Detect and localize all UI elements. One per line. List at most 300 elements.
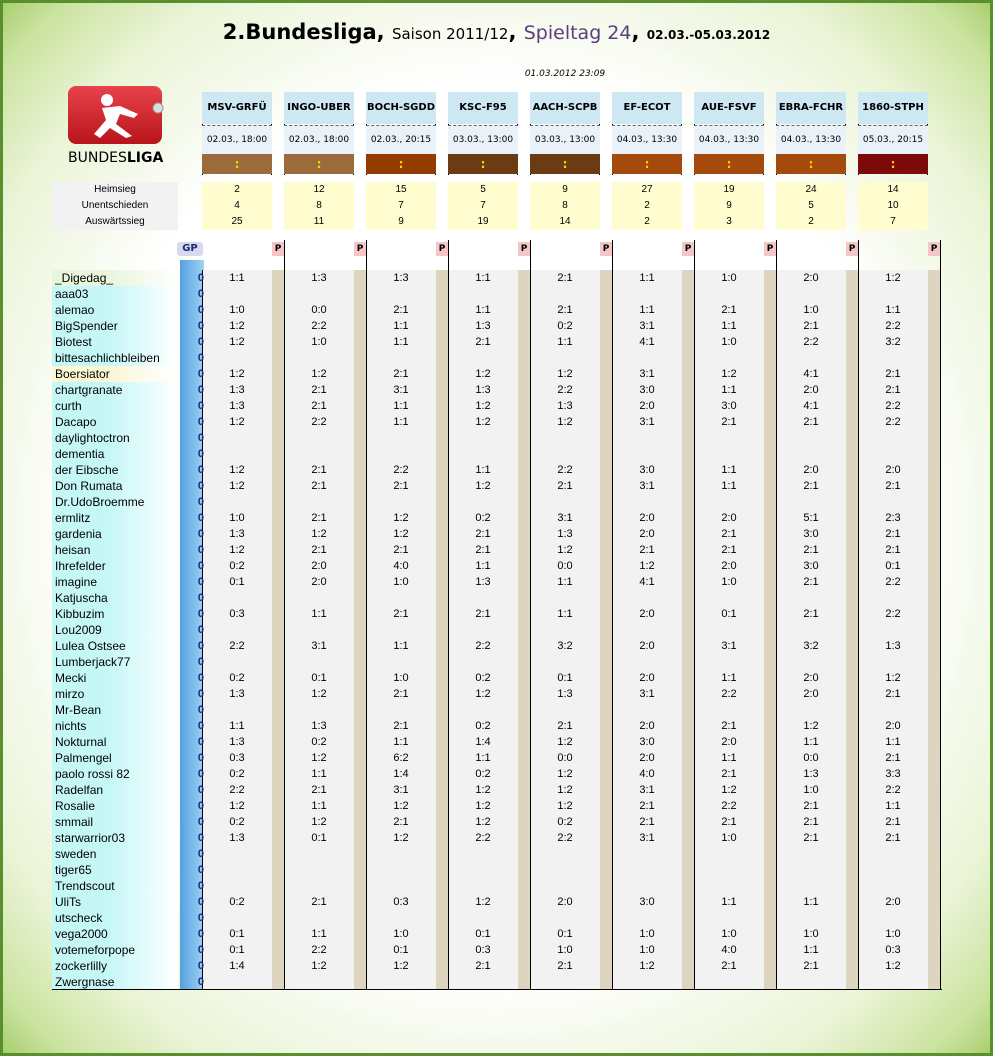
points-header: P xyxy=(846,242,858,256)
tip-cell: 2:0 xyxy=(885,464,901,476)
tip-cell: 1:1 xyxy=(721,464,737,476)
tip-cell: 1:2 xyxy=(229,320,245,332)
tip-cell xyxy=(858,910,928,926)
player-name: Radelfan xyxy=(52,782,178,798)
tip-cell xyxy=(694,702,764,718)
title-sep-3: , xyxy=(631,20,647,44)
tip-cell: 0:1 xyxy=(557,672,573,684)
tip-cell: 1:1 xyxy=(639,304,655,316)
game-header-3 xyxy=(448,92,518,175)
player-name: Lou2009 xyxy=(52,622,178,638)
tip-cell: 3:0 xyxy=(803,560,819,572)
stat-home: 24 xyxy=(776,182,846,198)
tip-cell: 2:1 xyxy=(803,320,819,332)
player-name: paolo rossi 82 xyxy=(52,766,178,782)
tip-cell xyxy=(448,878,518,894)
tip-cell: 2:1 xyxy=(885,816,901,828)
tip-cell: 1:2 xyxy=(557,800,573,812)
tip-cell: 1:2 xyxy=(803,720,819,732)
tip-cell: 3:1 xyxy=(393,384,409,396)
tip-cell xyxy=(202,590,272,606)
player-name: bittesachlichbleiben xyxy=(52,350,178,366)
tip-cell: 1:1 xyxy=(885,304,901,316)
tip-cell: 0:1 xyxy=(721,608,737,620)
tip-cell: 1:2 xyxy=(721,784,737,796)
stat-home: 14 xyxy=(858,182,928,198)
tip-cell: 1:2 xyxy=(557,736,573,748)
tip-cell xyxy=(448,286,518,302)
tip-cell xyxy=(366,654,436,670)
player-name: UliTs xyxy=(52,894,178,910)
player-name: Biotest xyxy=(52,334,178,350)
game-code[interactable]: AUE-FSVF xyxy=(694,92,764,124)
tip-cell: 2:2 xyxy=(803,336,819,348)
stat-home: 27 xyxy=(612,182,682,198)
tip-cell xyxy=(366,862,436,878)
tip-cell xyxy=(858,622,928,638)
game-result-bar: : xyxy=(694,154,764,174)
tip-cell: 1:2 xyxy=(311,816,327,828)
game-code[interactable]: AACH-SCPB xyxy=(530,92,600,124)
tip-cell: 2:1 xyxy=(721,544,737,556)
tip-cell: 1:1 xyxy=(393,736,409,748)
tip-cell: 1:1 xyxy=(803,896,819,908)
tip-cell xyxy=(284,350,354,366)
game-result-bar: : xyxy=(366,154,436,174)
tip-cell xyxy=(530,494,600,510)
tip-cell: 1:2 xyxy=(885,672,901,684)
player-name: Lulea Ostsee xyxy=(52,638,178,654)
tip-cell: 1:2 xyxy=(311,688,327,700)
tip-cell: 2:0 xyxy=(721,736,737,748)
game-code[interactable]: EBRA-FCHR xyxy=(776,92,846,124)
tip-cell: 0:0 xyxy=(557,560,573,572)
player-name: Rosalie xyxy=(52,798,178,814)
player-name: votemeforpope xyxy=(52,942,178,958)
player-name: dementia xyxy=(52,446,178,462)
tip-cell: 2:1 xyxy=(475,960,491,972)
tip-cell: 0:1 xyxy=(229,928,245,940)
tip-cell: 2:1 xyxy=(475,544,491,556)
tip-cell: 2:1 xyxy=(885,544,901,556)
player-name: mirzo xyxy=(52,686,178,702)
tip-cell xyxy=(284,878,354,894)
tip-cell: 2:0 xyxy=(557,896,573,908)
tip-cell: 1:0 xyxy=(393,928,409,940)
tip-cell xyxy=(448,846,518,862)
tip-cell: 0:3 xyxy=(885,944,901,956)
tip-cell: 1:2 xyxy=(393,528,409,540)
tip-cell: 2:1 xyxy=(311,896,327,908)
player-gp: 0 xyxy=(197,288,204,300)
game-date: 02.03., 18:00 xyxy=(202,125,272,154)
tip-cell xyxy=(694,446,764,462)
tip-cell: 2:0 xyxy=(639,752,655,764)
game-header-6 xyxy=(694,92,764,175)
player-name: heisan xyxy=(52,542,178,558)
tip-cell: 2:1 xyxy=(557,480,573,492)
tip-cell xyxy=(612,862,682,878)
tip-cell: 0:2 xyxy=(311,736,327,748)
game-header-4 xyxy=(530,92,600,175)
tip-cell xyxy=(694,862,764,878)
tip-cell: 2:2 xyxy=(229,640,245,652)
tip-cell: 0:1 xyxy=(311,832,327,844)
game-code[interactable]: EF-ECOT xyxy=(612,92,682,124)
player-gp: 0 xyxy=(197,496,204,508)
tip-cell xyxy=(776,878,846,894)
tip-cell: 2:0 xyxy=(639,512,655,524)
tip-cell: 2:1 xyxy=(721,768,737,780)
player-name: vega2000 xyxy=(52,926,178,942)
tip-cell xyxy=(776,654,846,670)
player-gp: 0 xyxy=(197,352,204,364)
tip-cell: 1:3 xyxy=(557,528,573,540)
tip-cell: 1:1 xyxy=(721,752,737,764)
tip-cell xyxy=(530,590,600,606)
tip-cell xyxy=(366,974,436,990)
player-gp: 0 xyxy=(197,704,204,716)
game-header-8 xyxy=(858,92,928,175)
tip-cell: 1:0 xyxy=(721,336,737,348)
tip-cell xyxy=(612,430,682,446)
tip-cell: 2:2 xyxy=(557,832,573,844)
tip-cell: 0:3 xyxy=(475,944,491,956)
tip-cell xyxy=(366,286,436,302)
tip-cell xyxy=(202,494,272,510)
tip-cell: 1:0 xyxy=(885,928,901,940)
player-gp: 0 xyxy=(197,512,204,524)
tip-cell: 2:1 xyxy=(475,336,491,348)
player-name: tiger65 xyxy=(52,862,178,878)
tip-cell: 2:1 xyxy=(475,528,491,540)
tip-cell xyxy=(694,910,764,926)
tip-cell xyxy=(694,622,764,638)
tip-cell: 2:1 xyxy=(311,544,327,556)
tip-cell xyxy=(202,910,272,926)
player-name: aaa03 xyxy=(52,286,178,302)
tip-cell: 0:1 xyxy=(475,928,491,940)
tip-cell: 3:3 xyxy=(885,768,901,780)
tip-cell: 1:4 xyxy=(475,736,491,748)
game-header-0 xyxy=(202,92,272,175)
game-header-1 xyxy=(284,92,354,175)
tip-cell xyxy=(694,286,764,302)
tip-cell xyxy=(694,974,764,990)
player-name: Lumberjack77 xyxy=(52,654,178,670)
tip-cell: 1:2 xyxy=(721,368,737,380)
tip-cell xyxy=(284,702,354,718)
tip-cell: 4:1 xyxy=(803,368,819,380)
tip-cell xyxy=(694,350,764,366)
game-code[interactable]: KSC-F95 xyxy=(448,92,518,124)
tip-cell xyxy=(284,862,354,878)
tip-cell: 2:1 xyxy=(311,400,327,412)
tip-cell xyxy=(202,862,272,878)
tip-cell xyxy=(366,350,436,366)
timestamp: 01.03.2012 23:09 xyxy=(524,69,606,79)
points-header: P xyxy=(354,242,366,256)
tip-cell: 2:2 xyxy=(885,320,901,332)
gp-header: GP xyxy=(177,242,203,256)
tip-cell: 0:2 xyxy=(229,560,245,572)
tip-cell xyxy=(776,430,846,446)
player-gp: 0 xyxy=(197,416,204,428)
player-gp: 0 xyxy=(197,384,204,396)
tip-cell: 2:0 xyxy=(721,560,737,572)
title-matchday: Spieltag 24 xyxy=(523,22,632,44)
tip-cell: 1:2 xyxy=(229,368,245,380)
tip-cell xyxy=(366,878,436,894)
tip-cell xyxy=(858,862,928,878)
tip-cell: 1:2 xyxy=(475,784,491,796)
game-date: 02.03., 20:15 xyxy=(366,125,436,154)
tip-cell: 2:2 xyxy=(885,416,901,428)
tip-cell xyxy=(612,446,682,462)
player-gp: 0 xyxy=(197,464,204,476)
tip-cell: 1:1 xyxy=(311,768,327,780)
points-header: P xyxy=(764,242,776,256)
player-name: sweden xyxy=(52,846,178,862)
tip-cell: 1:1 xyxy=(475,304,491,316)
tip-cell xyxy=(858,974,928,990)
stat-draw: 7 xyxy=(448,198,518,214)
stat-away: 3 xyxy=(694,214,764,230)
game-date: 04.03., 13:30 xyxy=(776,125,846,154)
tip-cell: 2:0 xyxy=(885,720,901,732)
tip-cell: 1:3 xyxy=(229,400,245,412)
tip-cell: 1:4 xyxy=(229,960,245,972)
tip-cell: 1:3 xyxy=(229,384,245,396)
points-column xyxy=(764,270,776,990)
tip-cell: 1:1 xyxy=(393,336,409,348)
tip-cell: 2:0 xyxy=(639,640,655,652)
tip-cell: 2:0 xyxy=(721,512,737,524)
tip-cell: 0:2 xyxy=(475,720,491,732)
player-gp: 0 xyxy=(197,272,204,284)
game-header-5 xyxy=(612,92,682,175)
tip-cell: 2:1 xyxy=(393,720,409,732)
tip-cell: 1:2 xyxy=(393,800,409,812)
tip-cell xyxy=(612,286,682,302)
stat-draw: 8 xyxy=(530,198,600,214)
tip-cell: 2:2 xyxy=(557,384,573,396)
player-name: _Digedag_ xyxy=(52,270,178,286)
tip-cell xyxy=(858,702,928,718)
player-gp: 0 xyxy=(197,448,204,460)
tip-cell: 1:2 xyxy=(311,368,327,380)
tip-cell: 1:2 xyxy=(229,416,245,428)
tip-cell xyxy=(776,590,846,606)
tip-cell xyxy=(694,430,764,446)
tip-cell: 3:1 xyxy=(639,320,655,332)
tip-cell: 6:2 xyxy=(393,752,409,764)
tip-cell: 1:2 xyxy=(475,800,491,812)
tip-cell: 1:1 xyxy=(393,320,409,332)
points-column xyxy=(600,270,612,990)
stat-home: 9 xyxy=(530,182,600,198)
tip-cell xyxy=(202,878,272,894)
tip-cell: 2:1 xyxy=(885,368,901,380)
tip-cell: 1:0 xyxy=(803,304,819,316)
tip-cell: 2:1 xyxy=(803,800,819,812)
game-code[interactable]: 1860-STPH xyxy=(858,92,928,124)
tip-cell: 1:0 xyxy=(311,336,327,348)
tip-cell xyxy=(612,910,682,926)
tip-cell: 3:1 xyxy=(639,368,655,380)
player-gp: 0 xyxy=(197,880,204,892)
tip-cell: 1:2 xyxy=(311,752,327,764)
player-gp: 0 xyxy=(197,400,204,412)
tip-cell xyxy=(202,430,272,446)
tip-cell: 2:1 xyxy=(393,304,409,316)
player-name: starwarrior03 xyxy=(52,830,178,846)
tip-cell: 1:1 xyxy=(721,480,737,492)
tip-cell: 0:0 xyxy=(803,752,819,764)
stat-label-heimsieg: Heimsieg xyxy=(94,184,136,195)
tip-cell: 0:2 xyxy=(229,816,245,828)
tip-cell: 2:1 xyxy=(557,304,573,316)
tip-cell xyxy=(530,878,600,894)
tip-cell: 2:2 xyxy=(229,784,245,796)
tip-cell: 1:0 xyxy=(803,928,819,940)
tip-cell xyxy=(448,622,518,638)
tip-cell: 2:1 xyxy=(803,832,819,844)
tip-cell: 1:2 xyxy=(885,272,901,284)
tip-cell xyxy=(366,494,436,510)
points-column xyxy=(272,270,284,990)
tip-cell xyxy=(202,446,272,462)
tip-cell xyxy=(366,846,436,862)
tip-cell: 1:2 xyxy=(557,416,573,428)
tip-cell: 2:0 xyxy=(639,608,655,620)
tip-cell: 4:0 xyxy=(393,560,409,572)
tip-cell: 3:0 xyxy=(639,896,655,908)
tip-cell: 1:2 xyxy=(229,544,245,556)
tip-cell: 1:1 xyxy=(393,416,409,428)
tip-cell: 2:1 xyxy=(803,416,819,428)
game-result-bar: : xyxy=(858,154,928,174)
tip-cell xyxy=(776,702,846,718)
game-header-2 xyxy=(366,92,436,175)
player-name: BigSpender xyxy=(52,318,178,334)
tip-cell: 0:2 xyxy=(229,672,245,684)
tip-cell xyxy=(858,846,928,862)
tip-cell: 2:1 xyxy=(639,800,655,812)
tip-cell: 1:0 xyxy=(721,576,737,588)
tip-cell: 2:1 xyxy=(721,416,737,428)
player-name: Zwergnase xyxy=(52,974,178,990)
stat-away: 7 xyxy=(858,214,928,230)
points-column xyxy=(846,270,858,990)
player-gp: 0 xyxy=(197,608,204,620)
title-sep-2: , xyxy=(508,20,524,44)
tip-cell: 2:1 xyxy=(721,528,737,540)
tip-cell xyxy=(284,446,354,462)
player-name: Dacapo xyxy=(52,414,178,430)
tip-cell xyxy=(694,590,764,606)
player-name: Don Rumata xyxy=(52,478,178,494)
tip-cell xyxy=(612,654,682,670)
tip-cell: 1:3 xyxy=(475,320,491,332)
player-gp: 0 xyxy=(197,576,204,588)
tip-cell xyxy=(366,446,436,462)
points-header: P xyxy=(518,242,530,256)
player-name: ermlitz xyxy=(52,510,178,526)
tip-cell: 1:2 xyxy=(229,336,245,348)
tip-cell: 1:3 xyxy=(311,720,327,732)
game-code[interactable]: BOCH-SGDD xyxy=(366,92,436,124)
tip-cell xyxy=(858,430,928,446)
tip-cell: 2:1 xyxy=(393,544,409,556)
tip-cell: 1:3 xyxy=(393,272,409,284)
tip-cell: 1:2 xyxy=(639,960,655,972)
player-name: Nokturnal xyxy=(52,734,178,750)
tip-cell: 3:1 xyxy=(721,640,737,652)
player-name: chartgranate xyxy=(52,382,178,398)
points-column xyxy=(436,270,448,990)
player-gp: 0 xyxy=(197,816,204,828)
tip-cell xyxy=(776,974,846,990)
tip-cell: 1:0 xyxy=(229,304,245,316)
game-code[interactable]: INGO-UBER xyxy=(284,92,354,124)
tip-cell: 1:3 xyxy=(229,736,245,748)
tip-cell: 2:1 xyxy=(557,272,573,284)
tip-cell: 2:1 xyxy=(803,960,819,972)
tip-cell: 2:2 xyxy=(885,608,901,620)
tip-cell: 3:0 xyxy=(639,464,655,476)
tip-cell xyxy=(694,494,764,510)
tip-cell: 1:2 xyxy=(393,832,409,844)
player-gp: 0 xyxy=(197,688,204,700)
tip-cell xyxy=(858,286,928,302)
tip-cell xyxy=(366,702,436,718)
tip-cell: 1:2 xyxy=(311,960,327,972)
tip-cell xyxy=(858,654,928,670)
game-result-bar: : xyxy=(284,154,354,174)
tip-cell xyxy=(612,590,682,606)
player-name: der Eibsche xyxy=(52,462,178,478)
tip-cell xyxy=(202,654,272,670)
tip-cell: 0:1 xyxy=(885,560,901,572)
tip-cell: 0:2 xyxy=(557,320,573,332)
tip-cell: 1:0 xyxy=(803,784,819,796)
tip-cell: 2:2 xyxy=(475,832,491,844)
tip-cell xyxy=(612,702,682,718)
player-gp: 0 xyxy=(197,640,204,652)
tip-cell: 0:2 xyxy=(229,768,245,780)
tip-cell: 2:0 xyxy=(803,384,819,396)
tip-cell xyxy=(530,654,600,670)
game-header-7 xyxy=(776,92,846,175)
tip-cell: 1:2 xyxy=(311,528,327,540)
tip-cell: 1:0 xyxy=(721,272,737,284)
tip-cell: 2:1 xyxy=(393,368,409,380)
stat-draw: 7 xyxy=(366,198,436,214)
tip-cell: 0:2 xyxy=(557,816,573,828)
tip-cell: 1:1 xyxy=(311,800,327,812)
tip-cell xyxy=(530,286,600,302)
player-gp: 0 xyxy=(197,960,204,972)
game-code[interactable]: MSV-GRFÜ xyxy=(202,92,272,124)
tip-cell xyxy=(612,622,682,638)
tip-cell xyxy=(776,910,846,926)
player-gp: 0 xyxy=(197,560,204,572)
stat-draw: 4 xyxy=(202,198,272,214)
column-divider xyxy=(940,240,941,990)
tip-cell xyxy=(448,974,518,990)
tip-cell: 2:1 xyxy=(721,960,737,972)
